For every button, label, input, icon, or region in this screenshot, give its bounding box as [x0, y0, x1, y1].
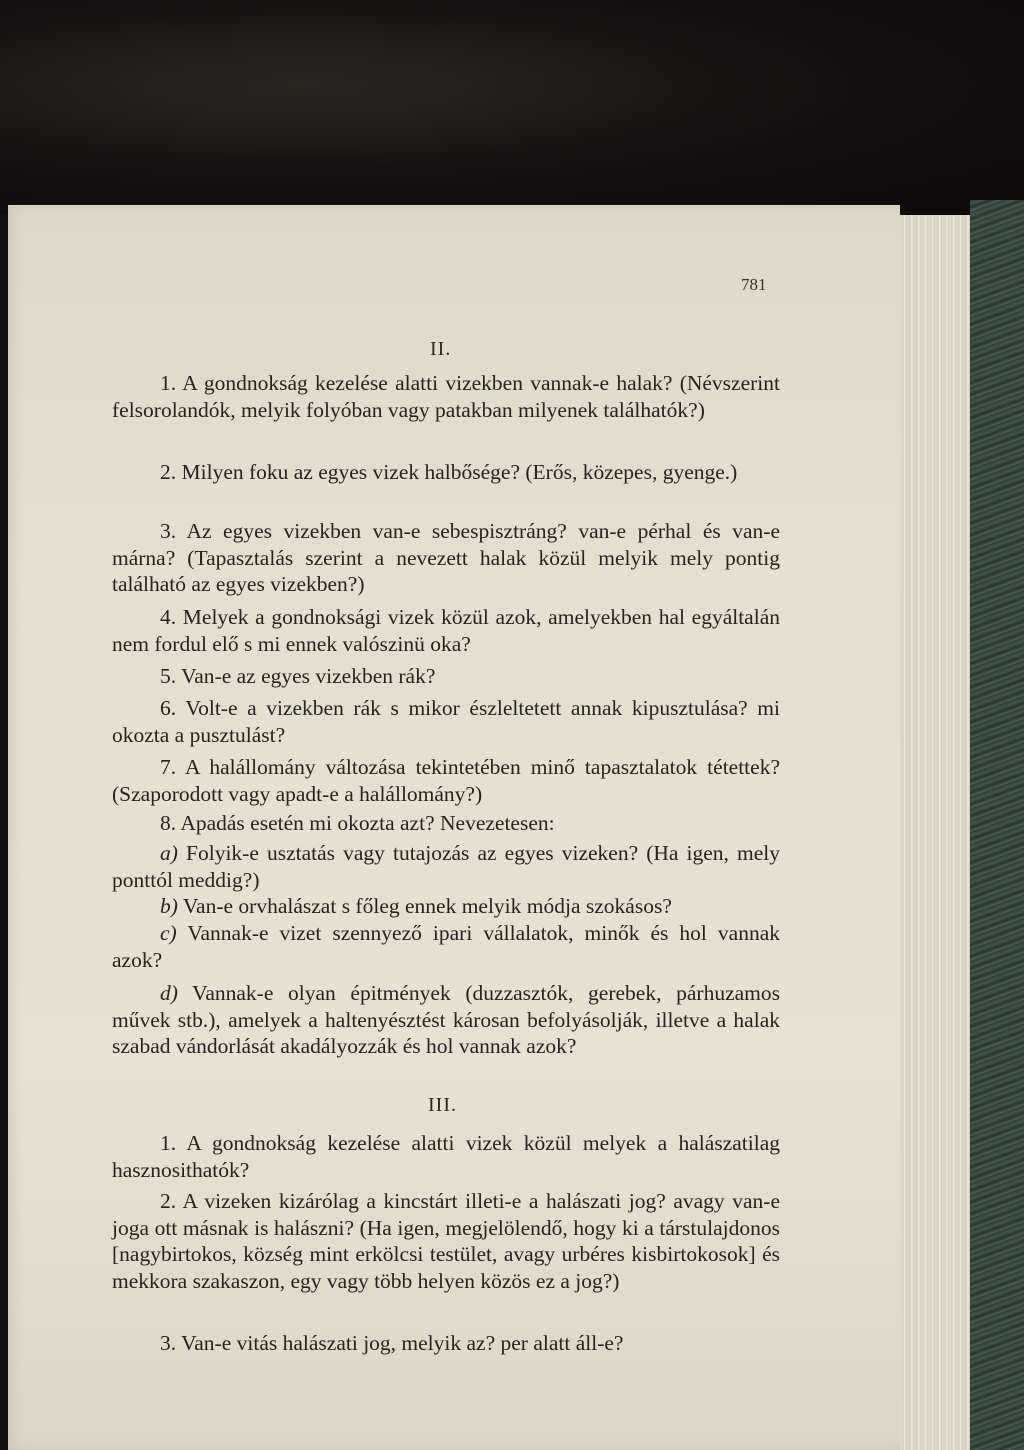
subquestion-d — [112, 980, 780, 1060]
page-number: 781 — [741, 275, 767, 294]
subquestion-text: Folyik-e usztatás vagy tutajozás az egyes vizeken? (Ha igen, mely ponttól meddig?) — [112, 841, 780, 892]
subquestion-label: d) — [160, 981, 178, 1005]
question-ii-5: 5. Van-e az egyes vizekben rák? — [160, 664, 436, 688]
question-ii-2: 2. Milyen foku az egyes vizek halbősége? (Erős, közepes, gyenge.) — [160, 460, 738, 484]
question-iii-2: 2. A vizeken kizárólag a kincstárt illeti-e a halászati jog? avagy van-e joga ott másnak is halászni? (Ha igen, megjelölendő, hogy ki a társtulajdonos [nagybirtokos, község mint erkölcsi testület, avagy urbéres kisbirtokosok] és mekkora szakaszon, egy vagy több helyen közös ez a jog?) — [112, 1189, 780, 1293]
question-ii-8: 8. Apadás esetén mi okozta azt? Nevezetesen: — [160, 811, 555, 835]
question-iii-3: 3. Van-e vitás halászati jog, melyik az? per alatt áll-e? — [160, 1331, 624, 1355]
subquestion-text: Van-e orvhalászat s főleg ennek melyik módja szokásos? — [177, 894, 672, 918]
subquestion-text: Vannak-e olyan épitmények (duzzasztók, gerebek, párhuzamos művek stb.), amelyek a haltenyésztést károsan befolyásolják, illetve a halak szabad vándorlását akadályozzák és hol vannak azok? — [112, 981, 780, 1058]
subquestion-a — [112, 840, 780, 893]
subquestion-label: b) — [160, 894, 178, 918]
subquestion-label: c) — [160, 921, 177, 945]
question-ii-3: 3. Az egyes vizekben van-e sebespisztráng? van-e pérhal és van-e márna? (Tapasztalás szerint a nevezett halak közül melyik mely pontig található az egyes vizekben?) — [112, 519, 780, 596]
subquestion-label: a) — [160, 841, 178, 865]
page-edges — [900, 215, 970, 1450]
section-heading-iii: III. — [428, 1094, 457, 1116]
question-ii-6: 6. Volt-e a vizekben rák s mikor észleltetett annak kipusztulása? mi okozta a pusztulást? — [112, 696, 780, 747]
subquestion-c — [112, 920, 780, 973]
question-ii-4: 4. Melyek a gondnoksági vizek közül azok, amelyekben hal egyáltalán nem fordul elő s mi ennek valószinü oka? — [112, 605, 780, 656]
question-iii-1: 1. A gondnokság kezelése alatti vizek közül melyek a halászatilag hasznosithatók? — [112, 1131, 780, 1182]
subquestion-text: Vannak-e vizet szennyező ipari vállalatok, minők és hol vannak azok? — [112, 921, 780, 972]
scan-background — [0, 0, 1024, 215]
question-ii-7: 7. A halállomány változása tekintetében minő tapasztalatok tétettek? (Szaporodott vagy apadt-e a halállomány?) — [112, 755, 780, 806]
section-heading-ii: II. — [430, 338, 452, 360]
question-ii-1: 1. A gondnokság kezelése alatti vizekben vannak-e halak? (Névszerint felsorolandók, melyik folyóban vagy patakban milyenek találhatók?) — [112, 371, 780, 422]
book-cover-edge — [970, 200, 1024, 1450]
subquestion-b — [112, 893, 780, 920]
